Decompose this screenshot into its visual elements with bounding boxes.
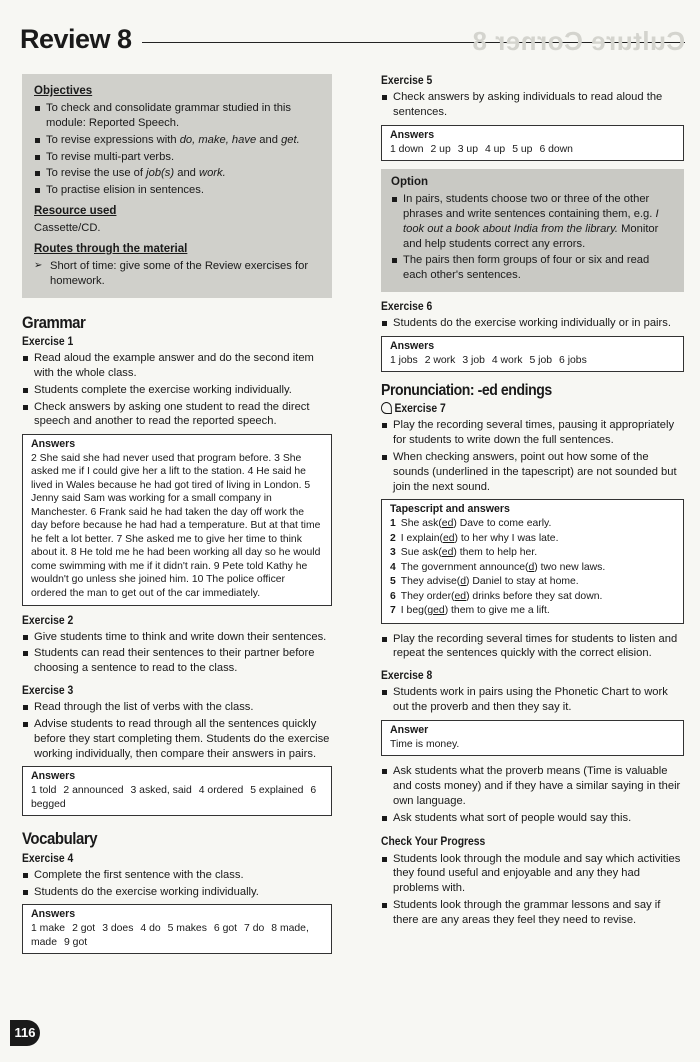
exercise-6-answers xyxy=(381,336,684,372)
answer-item: 1 make xyxy=(31,923,66,935)
tapescript-row xyxy=(390,546,675,560)
exercise-8-after-item: Ask students what the proverb means (Time is valuable and costs money) and if they have a similar saying in their own language. xyxy=(381,764,684,808)
answers-row xyxy=(390,143,675,157)
grammar-heading: Grammar xyxy=(22,312,86,332)
exercise-8-after-list xyxy=(381,764,684,825)
exercise-1-list xyxy=(22,351,332,429)
exercise-5-answers xyxy=(381,125,684,161)
exercise-2-list xyxy=(22,630,332,676)
exercise-8-item: Students work in pairs using the Phonetic Chart to work out the proverb and then they say it. xyxy=(381,685,684,715)
tapescript-sentence: I beg(ged) them to give me a lift. xyxy=(400,605,550,617)
routes-item: ➢ Short of time: give some of the Review exercises for homework. xyxy=(34,259,320,289)
exercise-4-answers xyxy=(22,904,332,954)
option-heading: Option xyxy=(391,176,429,189)
exercise-4-item: Complete the first sentence with the class. xyxy=(22,868,332,883)
check-progress-item: Students look through the grammar lessons and say if there are any areas they feel they need to revise. xyxy=(381,898,684,928)
tapescript-row xyxy=(390,604,675,618)
answer-item: 6 down xyxy=(539,143,573,155)
answer-item: 4 do xyxy=(140,923,161,935)
exercise-7-after-list xyxy=(381,632,684,662)
exercise-1-item: Read aloud the example answer and do the second item with the whole class. xyxy=(22,351,332,381)
exercise-1-answers xyxy=(22,434,332,605)
option-item: The pairs then form groups of four or six and read each other's sentences. xyxy=(391,253,674,283)
answer-item: 3 up xyxy=(457,143,478,155)
exercise-1-item: Check answers by asking one student to read the direct speech and another to read the reported speech. xyxy=(22,400,332,430)
objective-item: To revise expressions with do, make, have and get. xyxy=(34,133,320,148)
answer-item: 2 work xyxy=(424,354,456,366)
tapescript-number: 4 xyxy=(390,561,396,573)
tapescript-number: 5 xyxy=(390,576,396,588)
answers-row xyxy=(390,354,675,368)
answers-label: Answers xyxy=(390,128,435,141)
tapescript-box xyxy=(381,499,684,623)
check-progress-item: Students look through the module and say which activities they found useful and enjoyable and any they had problems with. xyxy=(381,852,684,896)
exercise-1-heading: Exercise 1 xyxy=(22,335,74,348)
exercise-2-item: Give students time to think and write down their sentences. xyxy=(22,630,332,645)
tapescript-number: 3 xyxy=(390,547,396,559)
exercise-3-item: Read through the list of verbs with the class. xyxy=(22,700,332,715)
exercise-8-after-item: Ask students what sort of people would say this. xyxy=(381,811,684,826)
exercise-4-heading: Exercise 4 xyxy=(22,852,74,865)
answer-item: 5 up xyxy=(512,143,533,155)
answer-item: 2 got xyxy=(72,923,96,935)
exercise-1-item: Students complete the exercise working individually. xyxy=(22,383,332,398)
tapescript-row xyxy=(390,517,675,531)
resource-heading: Resource used xyxy=(34,204,117,217)
tapescript-row xyxy=(390,561,675,575)
exercise-7-heading: Exercise 7 xyxy=(394,403,446,416)
exercise-4-list xyxy=(22,868,332,900)
answers-label: Answers xyxy=(390,339,435,352)
answers-label: Answers xyxy=(31,770,76,783)
exercise-3-answers xyxy=(22,766,332,816)
exercise-8-answer xyxy=(381,720,684,756)
tapescript-number: 2 xyxy=(390,532,396,544)
check-progress-heading: Check Your Progress xyxy=(381,836,486,849)
tapescript-row xyxy=(390,590,675,604)
answer-item: 3 does xyxy=(102,923,134,935)
exercise-8-heading: Exercise 8 xyxy=(381,670,433,683)
answer-item: 3 asked, said xyxy=(130,785,192,797)
tapescript-number: 1 xyxy=(390,518,396,530)
exercise-7-after-item: Play the recording several times for students to listen and repeat the sentences quickly with the correct elision. xyxy=(381,632,684,662)
tapescript-list xyxy=(390,517,675,618)
answer-item: 6 jobs xyxy=(559,354,587,366)
routes-heading: Routes through the material xyxy=(34,242,188,255)
exercise-5-heading: Exercise 5 xyxy=(381,75,433,87)
tapescript-sentence: The government announce(d) two new laws. xyxy=(400,561,606,573)
answers-text: 2 She said she had never used that program before. 3 She asked me if I could give her a lift to the station. 4 He said he lived in Wales because he had got tired of living in London. 5 Jenny said Sam was working for a small company in Manchester. 6 Frank said he had taken the day off work the day before because he had had a temperature. But at that time he felt a lot better. 7 She asked me to give her time to think about it. 8 He told me he had been working all day so he would come swimming with me if it didn't rain. 9 Pete told Kathy he wouldn't go unless she joined him. 10 The police officer ordered the man to get out of the car immediately. xyxy=(31,452,321,599)
answer-item: 7 do xyxy=(244,923,265,935)
answer-item: 5 makes xyxy=(167,923,207,935)
pronunciation-heading: Pronunciation: -ed endings xyxy=(381,382,552,400)
answer-item: 6 begged xyxy=(31,785,317,810)
show-through-title: Culture Corner 8 xyxy=(471,26,685,56)
left-column xyxy=(22,74,332,962)
exercise-6-list xyxy=(381,316,684,331)
answer-item: 1 jobs xyxy=(390,354,418,366)
answers-row xyxy=(31,922,323,949)
exercise-7-item: Play the recording several times, pausing it appropriately for students to write down the full sentences. xyxy=(381,418,684,448)
answer-item: 9 got xyxy=(64,936,88,948)
option-list xyxy=(391,192,674,283)
answer-item: 4 ordered xyxy=(198,785,244,797)
option-box xyxy=(381,169,684,292)
objective-item: To revise the use of job(s) and work. xyxy=(34,166,320,181)
answer-item: 3 job xyxy=(462,354,485,366)
exercise-5-list xyxy=(381,90,684,120)
audio-cd-icon xyxy=(381,402,392,414)
exercise-2-heading: Exercise 2 xyxy=(22,614,74,627)
tapescript-label: Tapescript and answers xyxy=(390,503,510,516)
answer-item: 5 job xyxy=(529,354,553,366)
answers-row xyxy=(31,784,323,811)
answers-label: Answers xyxy=(31,908,76,921)
right-column xyxy=(381,74,684,929)
tapescript-row xyxy=(390,532,675,546)
objectives-box xyxy=(22,74,332,298)
answer-item: 5 explained xyxy=(250,785,304,797)
resource-text: Cassette/CD. xyxy=(34,222,101,235)
exercise-6-item: Students do the exercise working individually or in pairs. xyxy=(381,316,684,331)
objective-item: To practise elision in sentences. xyxy=(34,183,320,198)
tapescript-sentence: She ask(ed) Dave to come early. xyxy=(400,518,552,530)
answer-item: 2 up xyxy=(430,143,451,155)
answer-item: 2 announced xyxy=(63,785,124,797)
option-item: In pairs, students choose two or three of the other phrases and write sentences containing them, e.g. I took out a book about India from the library. Monitor and help students correct any errors. xyxy=(391,192,674,251)
tapescript-number: 7 xyxy=(390,605,396,617)
exercise-7-heading-row xyxy=(381,402,654,417)
answers-label: Answers xyxy=(31,438,76,451)
check-progress-list xyxy=(381,852,684,928)
routes-list xyxy=(34,259,320,289)
objective-item: To revise multi-part verbs. xyxy=(34,150,320,165)
vocabulary-heading: Vocabulary xyxy=(22,829,98,849)
exercise-7-item: When checking answers, point out how some of the sounds (underlined in the tapescript) are not sounded but join the next sound. xyxy=(381,450,684,494)
answer-item: 1 told xyxy=(31,785,57,797)
answer-item: 4 work xyxy=(491,354,523,366)
exercise-3-heading: Exercise 3 xyxy=(22,685,74,698)
objectives-list xyxy=(34,101,320,198)
tapescript-sentence: I explain(ed) to her why I was late. xyxy=(400,532,559,544)
tapescript-row xyxy=(390,575,675,589)
exercise-6-heading: Exercise 6 xyxy=(381,300,433,313)
page-number: 116 xyxy=(10,1020,40,1046)
tapescript-sentence: They advise(d) Daniel to stay at home. xyxy=(400,576,579,588)
exercise-5-item: Check answers by asking individuals to read aloud the sentences. xyxy=(381,90,684,120)
tapescript-number: 6 xyxy=(390,590,396,602)
exercise-3-list xyxy=(22,700,332,761)
answer-item: 1 down xyxy=(390,143,424,155)
page-title: Review 8 xyxy=(20,24,132,54)
exercise-8-list xyxy=(381,685,684,715)
exercise-7-list xyxy=(381,418,684,494)
title-row xyxy=(20,22,685,62)
answer-item: 6 got xyxy=(213,923,238,935)
tapescript-sentence: They order(ed) drinks before they sat down. xyxy=(400,590,603,602)
answer-text: Time is money. xyxy=(390,738,460,750)
exercise-4-item: Students do the exercise working individually. xyxy=(22,885,332,900)
exercise-3-item: Advise students to read through all the sentences quickly before they start completing them. Students do the exercise working individually, then compare their answers in pairs. xyxy=(22,717,332,761)
answer-item: 4 up xyxy=(484,143,506,155)
objective-item: To check and consolidate grammar studied in this module: Reported Speech. xyxy=(34,101,320,131)
exercise-2-item: Students can read their sentences to their partner before choosing a sentence to read to the class. xyxy=(22,646,332,676)
objectives-heading: Objectives xyxy=(34,85,93,97)
tapescript-sentence: Sue ask(ed) them to help her. xyxy=(400,547,538,559)
answer-label: Answer xyxy=(390,723,429,736)
answer-item: 8 made, made xyxy=(31,923,309,948)
